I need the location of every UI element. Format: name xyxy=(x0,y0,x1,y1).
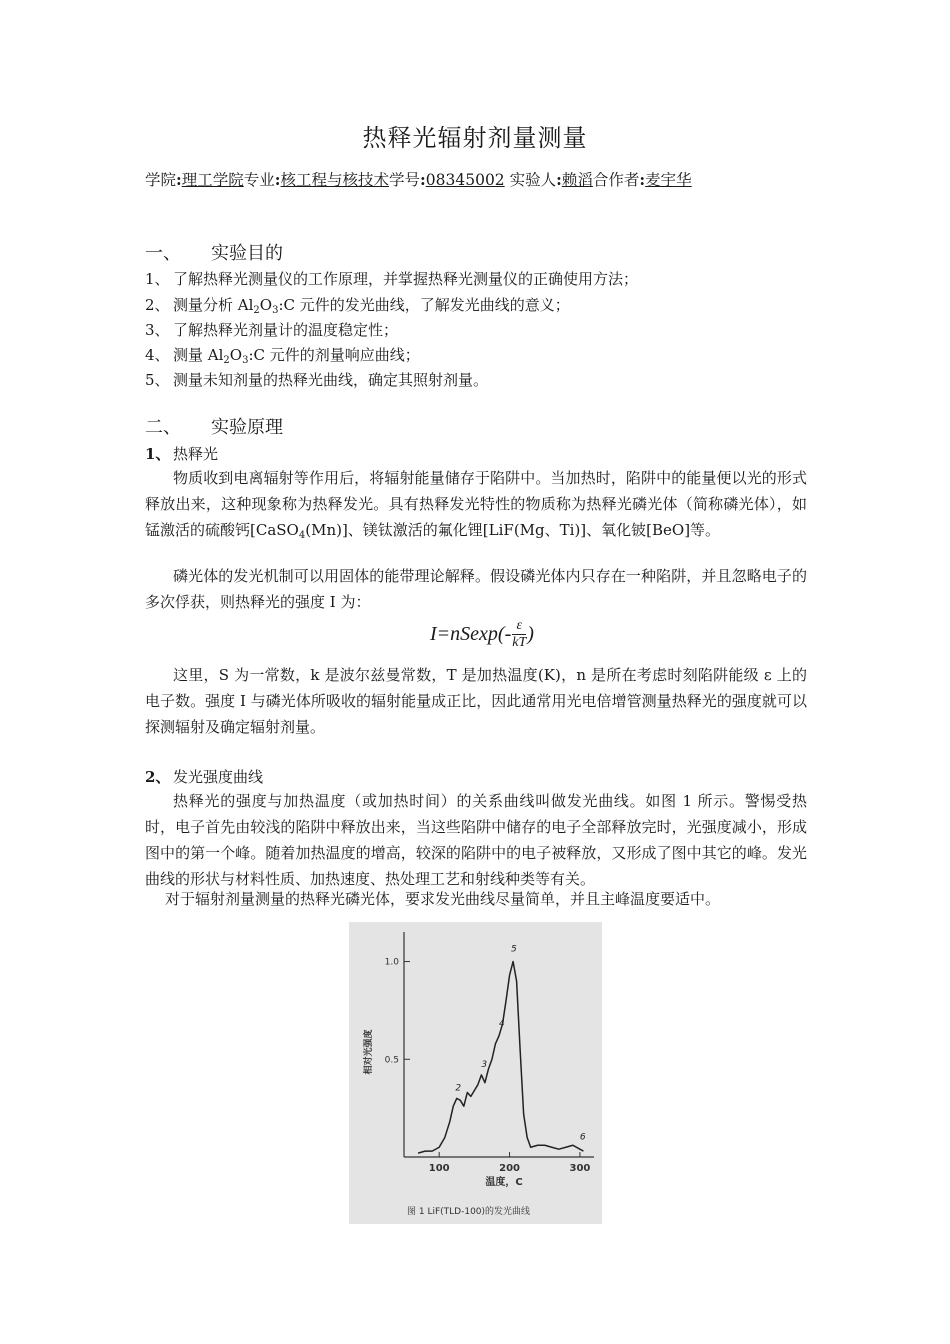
paragraph: 热释光的强度与加热温度（或加热时间）的关系曲线叫做发光曲线。如图 1 所示。警惕受热时，电子首先由较浅的陷阱中释放出来，当这些陷阱中储存的电子全部释放完时，光强度减小，形成图中的第一个峰。随着加热温度的增高，较深的陷阱中的电子被释放，又形成了图中其它的峰。发光曲线的形状与材料性质、加热速度、热处理工艺和射线种类等有关。 xyxy=(145,792,807,888)
y-tick-label: 1.0 xyxy=(384,957,399,968)
section-title: 实验原理 xyxy=(211,417,283,438)
section-heading-purpose xyxy=(145,239,283,265)
glow-curve-line xyxy=(418,962,583,1154)
list-item: 1、 了解热释光测量仪的工作原理，并掌握热释光测量仪的正确使用方法； xyxy=(145,270,639,288)
subsection-heading: 2、 发光强度曲线 xyxy=(145,768,264,786)
college-value: 理工学院 xyxy=(181,171,244,189)
figure-caption: 图 1 LiF(TLD-100)的发光曲线 xyxy=(407,1207,531,1217)
peak-label: 4 xyxy=(499,1019,505,1029)
author-info-line: 学院:理工学院专业:核工程与核技术学号:08345002 实验人:赖滔合作者:麦宇华 xyxy=(145,170,692,189)
paragraph: 这里，S 为一常数，k 是波尔兹曼常数，T 是加热温度(K)，n 是所在考虑时刻陷阱能级 ε 上的电子数。强度 I 与磷光体所吸收的辐射能量成正比，因此通常用光电倍增管测量热释光的强度就可以探测辐射及确定辐射剂量。 xyxy=(145,666,807,736)
x-tick-label: 100 xyxy=(428,1163,450,1174)
list-item: 2、 测量分析 $Al_2O_3:C$ 元件的发光曲线，了解发光曲线的意义； xyxy=(145,296,570,316)
paragraph: 对于辐射剂量测量的热释光磷光体，要求发光曲线尽量简单，并且主峰温度要适中。 xyxy=(165,890,721,908)
subsection-heading: 1、 热释光 xyxy=(145,445,219,463)
list-item: 4、 测量 $Al_2O_3:C$ 元件的剂量响应曲线； xyxy=(145,346,420,366)
peak-label: 2 xyxy=(455,1083,462,1094)
glow-curve-chart xyxy=(349,922,602,1224)
peak-label: 6 xyxy=(579,1132,586,1143)
x-tick-label: 300 xyxy=(569,1163,591,1174)
fraction: $\frac{\varepsilon}{kT}$ xyxy=(512,618,527,650)
section-number: 二、 xyxy=(145,417,181,438)
experimenter-label: 实验人 xyxy=(509,171,557,189)
peak-label: 3 xyxy=(481,1060,488,1071)
student-id-label: 学号 xyxy=(389,171,421,189)
college-label: 学院 xyxy=(145,171,177,189)
glow-curve-figure xyxy=(349,922,602,1224)
list-item: 5、 测量未知剂量的热释光曲线，确定其照射剂量。 xyxy=(145,371,489,389)
major-value: 核工程与核技术 xyxy=(280,171,390,189)
experimenter-value: 赖滔 xyxy=(561,171,593,189)
document-title: 热释光辐射剂量测量 xyxy=(362,124,588,152)
section-number: 一、 xyxy=(145,243,181,264)
paragraph: 物质收到电离辐射等作用后，将辐射能量储存于陷阱中。当加热时，陷阱中的能量便以光的形式释放出来，这种现象称为热释发光。具有热释发光特性的物质称为热释光磷光体（简称磷光体），如锰激活的硫酸钙[CaSO$_4$(Mn)]、镁钛激活的氟化锂[LiF(Mg、Ti)]、氧化铍[BeO]等。 xyxy=(145,469,807,541)
paragraph: 磷光体的发光机制可以用固体的能带理论解释。假设磷光体内只存在一种陷阱，并且忽略电子的多次俘获，则热释光的强度 I 为： xyxy=(145,567,807,611)
list-item: 3、 了解热释光剂量计的温度稳定性； xyxy=(145,321,399,339)
y-tick-label: 0.5 xyxy=(384,1055,399,1066)
x-tick-label: 200 xyxy=(499,1163,520,1174)
section-title: 实验目的 xyxy=(211,243,283,264)
peak-label: 5 xyxy=(510,944,517,955)
major-label: 专业 xyxy=(243,171,275,189)
section-heading-principle xyxy=(145,413,283,439)
x-axis-label: 温度，C xyxy=(485,1177,523,1188)
intensity-formula: I=nSexp(- $\frac{\varepsilon}{kT}$ ) xyxy=(430,618,534,650)
student-id-value: 08345002 xyxy=(425,171,505,189)
partner-label: 合作者 xyxy=(592,171,640,189)
partner-value: 麦宇华 xyxy=(645,171,692,189)
y-axis-label: 相对光强度 xyxy=(364,1029,374,1075)
